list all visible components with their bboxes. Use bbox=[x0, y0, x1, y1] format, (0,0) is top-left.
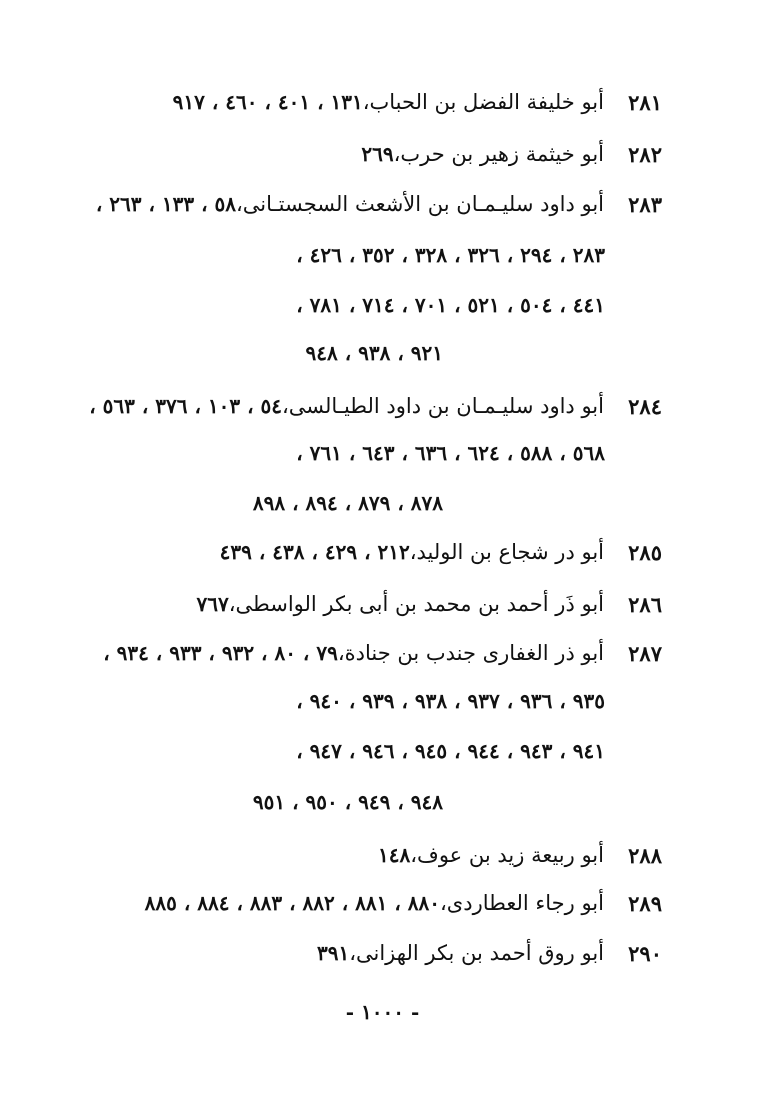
entry-page-refs: ١٤٨ bbox=[378, 843, 411, 867]
index-entry bbox=[103, 633, 662, 673]
entry-page-refs: ٧٦٧ bbox=[196, 592, 229, 616]
index-entry bbox=[173, 82, 662, 122]
page-number: - ١٠٠٠ - bbox=[345, 1000, 420, 1024]
entry-number: ٢٨٥ bbox=[628, 539, 662, 565]
entry-name: أبو داود سليـمـان بن داود الطيـالسى، bbox=[281, 394, 604, 418]
index-entry bbox=[197, 584, 663, 624]
entry-number: ٢٨٤ bbox=[628, 393, 662, 419]
entry-page-refs: ٥٤ ، ١٠٣ ، ٣٧٦ ، ٥٦٣ ، bbox=[89, 394, 282, 418]
entry-number: ٢٨٨ bbox=[628, 842, 662, 868]
entry-name: أبو ذَر أحمد بن محمد بن أبى بكر الواسطى، bbox=[228, 592, 604, 616]
entry-number: ٢٨٧ bbox=[628, 640, 662, 666]
entry-continuation-line: ٩٢١ ، ٩٣٨ ، ٩٤٨ bbox=[305, 341, 443, 365]
entry-name: أبو ربيعة زيد بن عوف، bbox=[410, 843, 604, 867]
entry-continuation-line: ٩٤٨ ، ٩٤٩ ، ٩٥٠ ، ٩٥١ bbox=[252, 790, 443, 814]
entry-continuation-line: ٢٨٣ ، ٢٩٤ ، ٣٢٦ ، ٣٢٨ ، ٣٥٢ ، ٤٢٦ ، bbox=[296, 243, 605, 267]
entry-name: أبو رجاء العطاردى، bbox=[440, 891, 604, 915]
entry-continuation-line: ٤٤١ ، ٥٠٤ ، ٥٢١ ، ٧٠١ ، ٧١٤ ، ٧٨١ ، bbox=[296, 293, 605, 317]
entry-number: ٢٨٣ bbox=[628, 191, 662, 217]
entry-number: ٢٩٠ bbox=[628, 940, 662, 966]
entry-name: أبو روق أحمد بن بكر الهزانى، bbox=[349, 941, 604, 965]
entry-number: ٢٨٩ bbox=[628, 890, 662, 916]
entry-name: أبو ذر الغفارى جندب بن جنادة، bbox=[337, 641, 604, 665]
entry-name: أبو در شجاع بن الوليد، bbox=[409, 540, 604, 564]
entry-page-refs: ٨٨٠ ، ٨٨١ ، ٨٨٢ ، ٨٨٣ ، ٨٨٤ ، ٨٨٥ bbox=[144, 891, 441, 915]
entry-page-refs: ٣٩١ bbox=[316, 941, 350, 965]
entry-name: أبو خليفة الفضل بن الحباب، bbox=[362, 90, 604, 114]
entry-number: ٢٨١ bbox=[628, 89, 662, 115]
entry-page-refs: ٧٩ ، ٨٠ ، ٩٣٢ ، ٩٣٣ ، ٩٣٤ ، bbox=[103, 641, 338, 665]
entry-continuation-line: ٩٤١ ، ٩٤٣ ، ٩٤٤ ، ٩٤٥ ، ٩٤٦ ، ٩٤٧ ، bbox=[296, 739, 605, 763]
index-entry bbox=[378, 835, 662, 875]
entry-name: أبو داود سليـمـان بن الأشعث السجستـانى، bbox=[236, 192, 604, 216]
index-entry bbox=[96, 184, 662, 224]
entry-page-refs: ٢٦٩ bbox=[361, 142, 394, 166]
entry-continuation-line: ٥٦٨ ، ٥٨٨ ، ٦٢٤ ، ٦٣٦ ، ٦٤٣ ، ٧٦١ ، bbox=[296, 441, 605, 465]
entry-number: ٢٨٦ bbox=[628, 591, 662, 617]
entry-name: أبو خيثمة زهير بن حرب، bbox=[393, 142, 604, 166]
index-entry bbox=[220, 532, 662, 572]
index-entry bbox=[89, 386, 662, 426]
entry-page-refs: ٥٨ ، ١٣٣ ، ٢٦٣ ، bbox=[95, 192, 236, 216]
entry-continuation-line: ٩٣٥ ، ٩٣٦ ، ٩٣٧ ، ٩٣٨ ، ٩٣٩ ، ٩٤٠ ، bbox=[296, 689, 605, 713]
entry-page-refs: ١٣١ ، ٤٠١ ، ٤٦٠ ، ٩١٧ bbox=[172, 90, 363, 114]
entry-number: ٢٨٢ bbox=[628, 141, 662, 167]
entry-page-refs: ٢١٢ ، ٤٢٩ ، ٤٣٨ ، ٤٣٩ bbox=[219, 540, 410, 564]
index-entry bbox=[145, 883, 662, 923]
entry-continuation-line: ٨٧٨ ، ٨٧٩ ، ٨٩٤ ، ٨٩٨ bbox=[252, 491, 443, 515]
index-entry bbox=[361, 134, 662, 174]
index-entry bbox=[317, 933, 662, 973]
